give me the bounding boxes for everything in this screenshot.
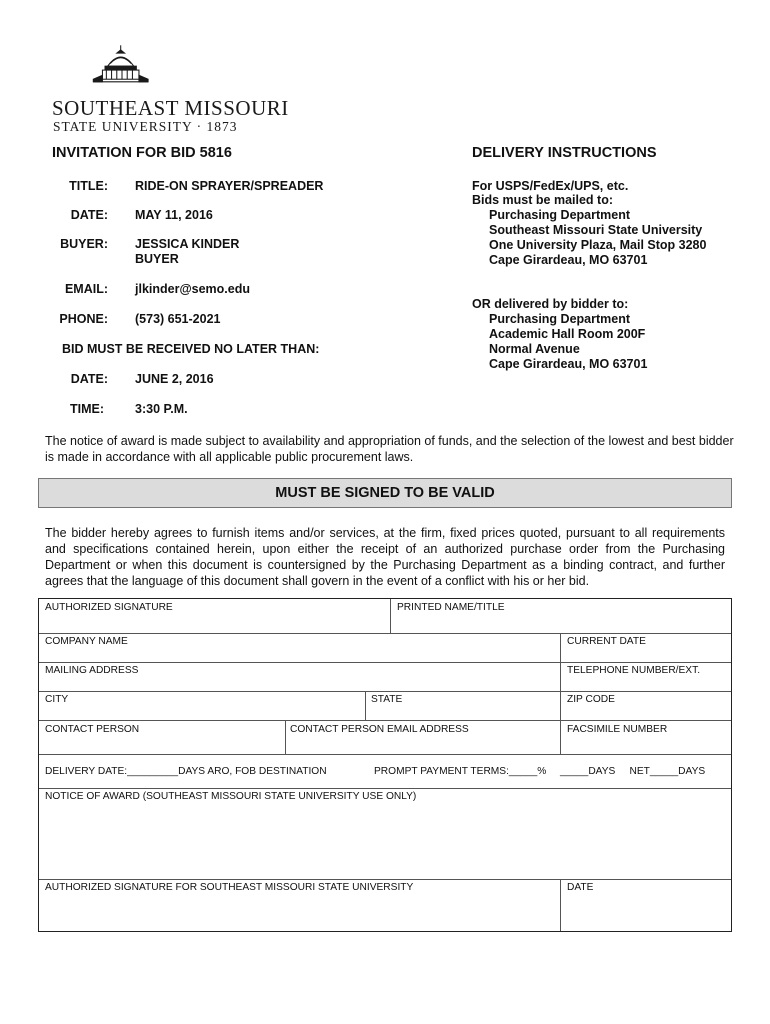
bidder-agreement-text: The bidder hereby agrees to furnish items and/or services, at the firm, fixed prices quoted, pursuant to all requirements and specifications contained herein, upon either the receipt of an authorized purchase order from the Purchasing Department or when this document is countersigned by the Purchasing Department as a binding contract, and further agrees that the language of this document shall govern in the event of a conflict with his or her bid. xyxy=(45,526,725,588)
buyer-name: JESSICA KINDER xyxy=(135,237,240,251)
due-time-label: TIME: xyxy=(69,402,104,416)
semo-date-field: DATE xyxy=(567,882,594,893)
due-date-label: DATE: xyxy=(70,372,108,386)
city-field[interactable]: CITY xyxy=(45,694,69,705)
bidder-signature-form xyxy=(38,598,732,932)
deadline-heading: BID MUST BE RECEIVED NO LATER THAN: xyxy=(62,342,320,356)
logo-wordmark-line2: STATE UNIVERSITY · 1873 xyxy=(53,119,238,134)
due-time-value: 3:30 P.M. xyxy=(135,402,188,416)
delivery-date-field[interactable]: DELIVERY DATE:_________DAYS ARO, FOB DESTINATION xyxy=(45,766,327,777)
academic-hall-dome-icon xyxy=(52,44,282,104)
payment-terms-field[interactable]: PROMPT PAYMENT TERMS:_____% xyxy=(374,766,547,777)
date-value: MAY 11, 2016 xyxy=(135,208,213,222)
delivery-heading: DELIVERY INSTRUCTIONS xyxy=(472,145,657,161)
date-label: DATE: xyxy=(70,208,108,222)
delivery-mail-line: Purchasing Department xyxy=(489,208,631,222)
buyer-role: BUYER xyxy=(135,252,179,266)
delivery-hand-line: Normal Avenue xyxy=(489,342,580,356)
award-notice: The notice of award is made subject to availability and appropriation of funds, and the selection of the lowest and best bidder is made in accordance with all applicable public procurement laws. xyxy=(45,434,734,464)
mailing-address-field[interactable]: MAILING ADDRESS xyxy=(45,665,139,676)
buyer-label: BUYER: xyxy=(60,237,108,251)
signature-required-banner: MUST BE SIGNED TO BE VALID xyxy=(38,478,732,508)
phone-value: (573) 651-2021 xyxy=(135,312,221,326)
days-net-field[interactable]: _____DAYS NET_____DAYS xyxy=(560,766,706,777)
telephone-field[interactable]: TELEPHONE NUMBER/EXT. xyxy=(567,665,701,676)
semo-signature-field: AUTHORIZED SIGNATURE FOR SOUTHEAST MISSOURI STATE UNIVERSITY xyxy=(45,882,414,893)
delivery-mail-line: Cape Girardeau, MO 63701 xyxy=(489,253,648,267)
email-value[interactable]: jlkinder@semo.edu xyxy=(135,282,250,296)
title-label: TITLE: xyxy=(69,179,108,193)
delivery-mail-intro: For USPS/FedEx/UPS, etc. xyxy=(472,179,629,193)
email-label: EMAIL: xyxy=(64,282,108,296)
delivery-hand-line: Purchasing Department xyxy=(489,312,631,326)
current-date-field[interactable]: CURRENT DATE xyxy=(567,636,646,647)
logo-wordmark-line1: SOUTHEAST MISSOURI xyxy=(52,96,289,120)
delivery-hand-line: Academic Hall Room 200F xyxy=(489,327,646,341)
contact-person-field[interactable]: CONTACT PERSON xyxy=(45,724,140,735)
delivery-mail-line: One University Plaza, Mail Stop 3280 xyxy=(489,238,707,252)
contact-email-field[interactable]: CONTACT PERSON EMAIL ADDRESS xyxy=(290,724,469,735)
delivery-mail-line: Southeast Missouri State University xyxy=(489,223,703,237)
state-field[interactable]: STATE xyxy=(371,694,403,705)
authorized-signature-field[interactable]: AUTHORIZED SIGNATURE xyxy=(45,602,173,613)
company-name-field[interactable]: COMPANY NAME xyxy=(45,636,128,647)
delivery-hand-line: Cape Girardeau, MO 63701 xyxy=(489,357,648,371)
notice-of-award-field: NOTICE OF AWARD (SOUTHEAST MISSOURI STATE UNIVERSITY USE ONLY) xyxy=(45,791,417,802)
printed-name-field[interactable]: PRINTED NAME/TITLE xyxy=(397,602,505,613)
facsimile-field[interactable]: FACSIMILE NUMBER xyxy=(567,724,668,735)
phone-label: PHONE: xyxy=(59,312,108,326)
due-date-value: JUNE 2, 2016 xyxy=(135,372,214,386)
delivery-mail-intro2: Bids must be mailed to: xyxy=(472,193,613,207)
zip-code-field[interactable]: ZIP CODE xyxy=(567,694,615,705)
bid-heading: INVITATION FOR BID 5816 xyxy=(52,145,232,161)
delivery-hand-intro: OR delivered by bidder to: xyxy=(472,297,629,311)
title-value: RIDE-ON SPRAYER/SPREADER xyxy=(135,179,324,193)
